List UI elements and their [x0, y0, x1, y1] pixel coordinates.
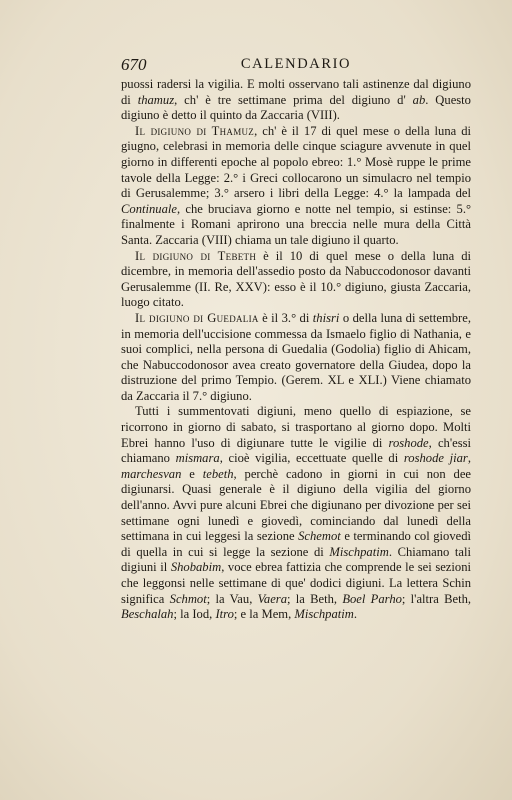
italic-term: Schmot	[169, 591, 207, 606]
running-title: CALENDARIO	[240, 56, 352, 72]
text-run: o della luna di settembre, in memoria dell'uccisione commessa da Ismaelo figlio di Nathania, e suoi complici, nella persona di Guedalia (Godolia) figlio di Ahicam, che Nabuccodonosor avea creato governatore della Giudea, dopo la distruzione del primo Tempio. (Gerem. XL e XLI.) Viene chiamato da Zaccaria il 7.° digiuno.	[121, 310, 471, 403]
page-number: 670	[121, 55, 147, 74]
section-heading: Il digiuno di Tebeth	[135, 248, 257, 263]
italic-term: roshode	[388, 435, 429, 450]
text-run: puossi radersi la vigilia. E molti osservano tali astinenze dal digiuno di	[121, 77, 471, 107]
body-text	[121, 77, 471, 623]
italic-term: Itro	[215, 607, 234, 622]
italic-term: mismara	[175, 451, 220, 466]
paragraph-p2	[121, 249, 471, 311]
italic-term: thisri	[312, 310, 340, 325]
italic-term: Continuale	[121, 201, 177, 216]
italic-term: Shobabim	[170, 560, 222, 575]
text-run: Tutti i summentovati digiuni, meno quello di espiazione, se ricorrono in giorno di sabato, si trasportano al giorno dopo. Molti Ebrei hanno l'uso di digiunare tutte le vigilie di	[121, 404, 471, 450]
italic-term: Mischpatim	[294, 607, 354, 622]
italic-term: Mischpatim	[329, 544, 389, 559]
text-run: ; e la Mem,	[233, 607, 295, 622]
italic-term: tebeth	[202, 466, 234, 481]
italic-term: Beschalah	[121, 607, 174, 622]
text-run: ; la Iod,	[173, 607, 216, 622]
text-run: ,	[467, 451, 471, 466]
text-run: , cioè vigilia, eccettuate quelle di	[219, 451, 404, 466]
text-run: ; l'altra Beth,	[401, 591, 472, 606]
italic-term: ab	[412, 92, 426, 107]
italic-term: thamuz	[137, 92, 175, 107]
text-run: , voce ebrea fattizia che comprende le sei sezioni che leggonsi nelle settimane di que' dodici digiuni. La lettera Schin significa	[121, 560, 471, 606]
text-run: .	[353, 607, 358, 622]
text-run: . Chiamano tali digiuni il	[121, 544, 472, 575]
italic-term: Schemot	[298, 529, 341, 544]
text-run: ; la Beth,	[287, 591, 343, 606]
text-run: , ch'essi chiamano	[121, 435, 472, 466]
section-heading: Il digiuno di Thamuz	[135, 123, 255, 138]
text-run: e terminando col giovedì di quella in cui si legge la sezione di	[121, 529, 472, 559]
text-run: è il 3.° di	[258, 310, 313, 325]
text-run: , ch' è il 17 di quel mese o della luna di giugno, celebrasi in memoria delle cinque sciagure avvenute in quel giorno in differenti epoche al popolo ebreo: 1.° Mosè ruppe le prime tavole della Legge: 2.° i Greci collocarono un simulacro nel tempio di Gerusalemme; 3.° arsero i libri della Legge: 4.° la lampada del	[121, 123, 471, 201]
text-run: ; la Vau,	[206, 591, 258, 606]
italic-term: marchesvan	[121, 466, 182, 481]
text-run: e	[181, 466, 203, 481]
text-run: , ch' è tre settimane prima del digiuno d'	[174, 92, 413, 107]
text-run: è il 10 di quel mese o della luna di dicembre, in memoria dell'assedio posto da Nabuccodonosor davanti Gerusalemme (II. Re, XXV): esso è il 10.° digiuno, giusta Zaccaria, luogo citato.	[121, 248, 471, 310]
section-heading: Il digiuno di Guedalia	[135, 310, 259, 325]
paragraph-p3	[121, 311, 471, 405]
text-run: , perchè cadono in giorni in cui non dee digiunarsi. Quasi generale è il digiuno della vigilia del giorno dell'anno. Avvi pure alcuni Ebrei che digiunano per divozione per sei settimane ogni lunedì e giovedì, cominciando dal lunedì della settimana in cui leggesi la sezione	[121, 466, 472, 544]
italic-term: Vaera	[257, 591, 287, 606]
paragraph-p4	[121, 404, 471, 622]
paragraph-p1	[121, 124, 471, 249]
italic-term: roshode jiar	[403, 451, 468, 466]
page-header	[121, 55, 471, 75]
italic-term: Boel Parho	[342, 591, 402, 606]
text-run: , che bruciava giorno e notte nel tempio, si estinse: 5.° finalmente i Romani aprirono una breccia nelle mura della Città Santa. Zaccaria (VIII) chiama un tale digiuno il quarto.	[121, 201, 471, 247]
text-run: . Questo digiuno è detto il quinto da Zaccaria (VIII).	[121, 92, 471, 123]
paragraph-p0	[121, 77, 471, 124]
